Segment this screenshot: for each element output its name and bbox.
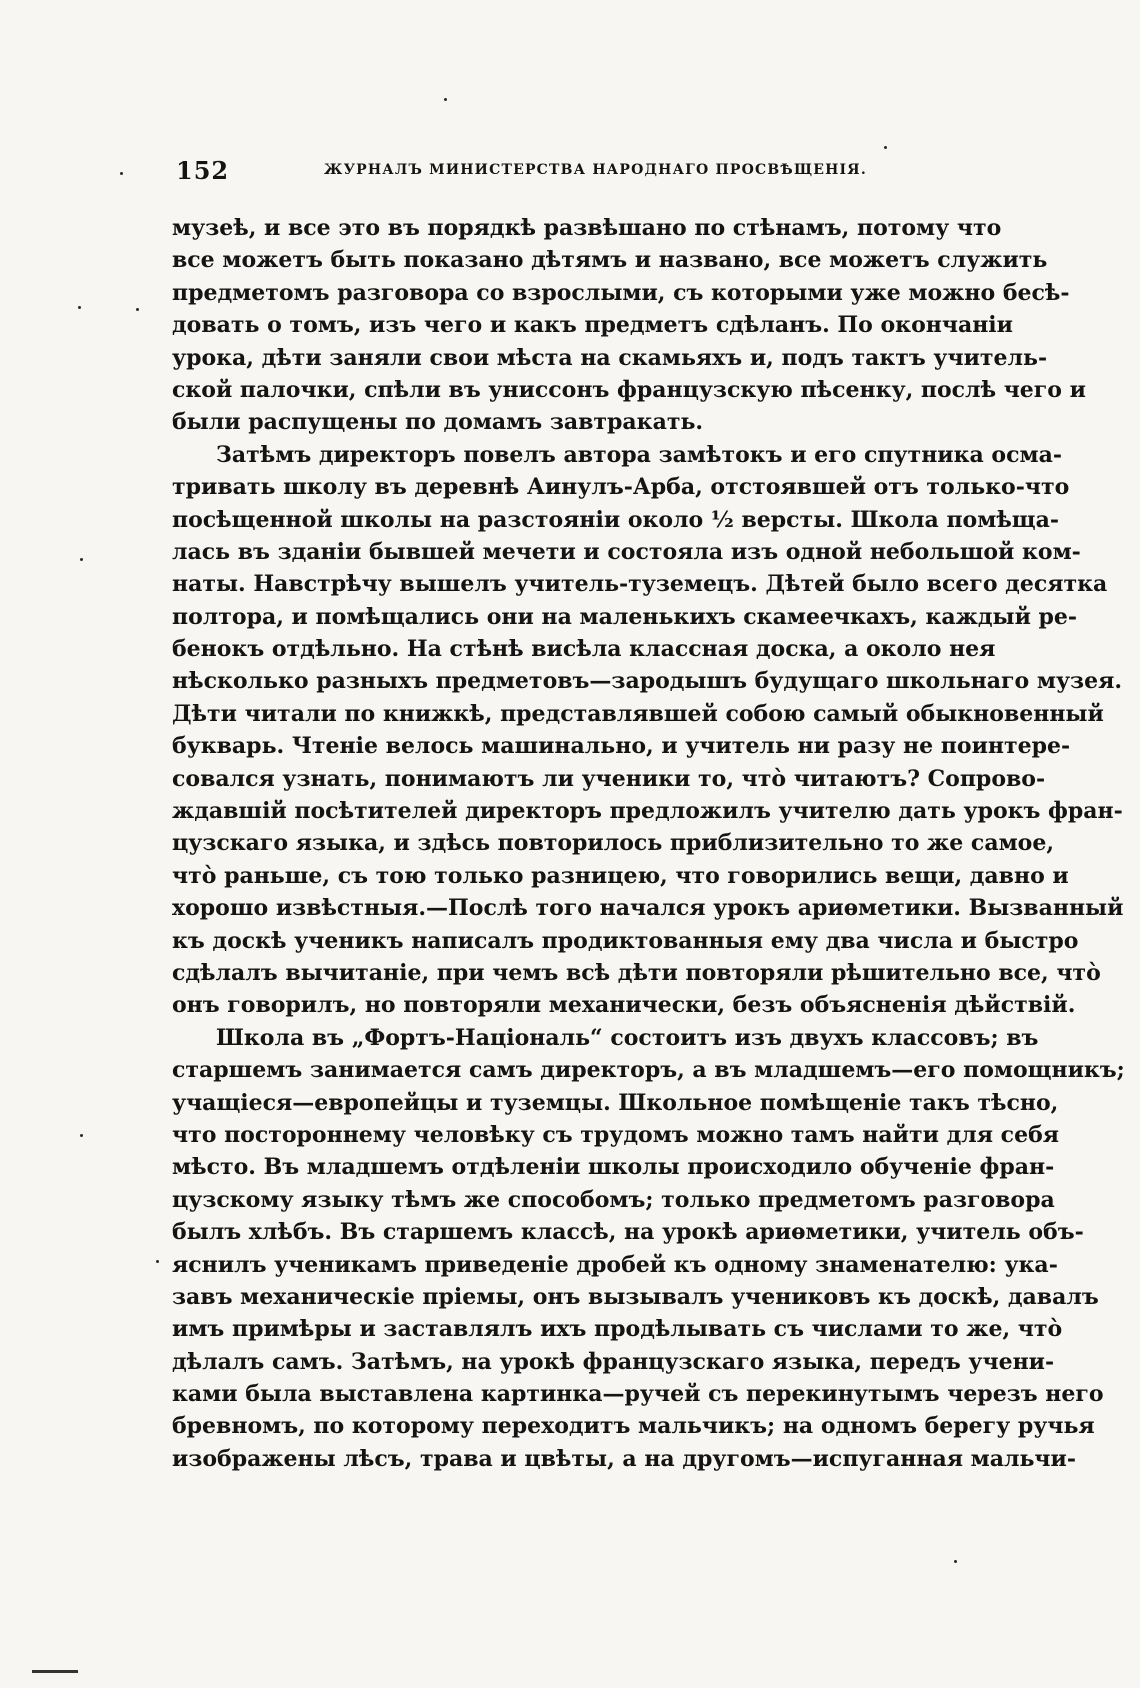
text-line: лась въ зданіи бывшей мечети и состояла изъ одной небольшой ком- bbox=[172, 538, 1081, 565]
text-line: были распущены по домамъ завтракать. bbox=[172, 409, 704, 436]
text-line: мѣсто. Въ младшемъ отдѣленіи школы происходило обученіе фран- bbox=[172, 1154, 1055, 1181]
text-line: старшемъ занимается самъ директоръ, а въ младшемъ—его помощникъ; bbox=[172, 1057, 1125, 1084]
scan-speck bbox=[80, 558, 83, 561]
text-line: что постороннему человѣку съ трудомъ можно тамъ найти для себя bbox=[172, 1121, 1059, 1148]
text-line: хорошо извѣстныя.—Послѣ того начался урокъ ариѳметики. Вызванный bbox=[172, 895, 1124, 922]
text-line: сдѣлалъ вычитаніе, при чемъ всѣ дѣти повторяли рѣшительно все, что̀ bbox=[172, 959, 1101, 986]
scan-speck bbox=[444, 98, 447, 101]
text-line: бревномъ, по которому переходитъ мальчикъ; на одномъ берегу ручья bbox=[172, 1413, 1095, 1440]
paragraph bbox=[172, 1022, 1125, 1475]
text-line: нѣсколько разныхъ предметовъ—зародышъ будущаго школьнаго музея. bbox=[172, 668, 1122, 695]
text-line: яснилъ ученикамъ приведеніе дробей къ одному знаменателю: ука- bbox=[172, 1251, 1058, 1278]
text-line: къ доскѣ ученикъ написалъ продиктованныя ему два числа и быстро bbox=[172, 927, 1079, 954]
text-line: изображены лѣсъ, трава и цвѣты, а на другомъ—испуганная мальчи- bbox=[172, 1445, 1076, 1472]
text-line: урока, дѣти заняли свои мѣста на скамьяхъ и, подъ тактъ учитель- bbox=[172, 344, 1048, 371]
text-line: Затѣмъ директоръ повелъ автора замѣтокъ и его спутника осма- bbox=[216, 441, 1062, 468]
text-line: ками была выставлена картинка—ручей съ перекинутымъ черезъ него bbox=[172, 1381, 1104, 1408]
text-line: ской палочки, спѣли въ униссонъ французскую пѣсенку, послѣ чего и bbox=[172, 376, 1086, 403]
text-line: Дѣти читали по книжкѣ, представлявшей собою самый обыкновенный bbox=[172, 700, 1104, 727]
text-line: цузскаго языка, и здѣсь повторилось приблизительно то же самое, bbox=[172, 830, 1055, 857]
scan-speck bbox=[80, 1134, 83, 1137]
text-line: предметомъ разговора со взрослыми, съ которыми уже можно бесѣ- bbox=[172, 279, 1070, 306]
text-line: дѣлалъ самъ. Затѣмъ, на урокѣ французскаго языка, передъ учени- bbox=[172, 1348, 1055, 1375]
text-line: тривать школу въ деревнѣ Аинулъ-Арба, отстоявшей отъ только-что bbox=[172, 474, 1070, 501]
scan-speck bbox=[120, 172, 123, 175]
text-line: завъ механическіе пріемы, онъ вызывалъ учениковъ къ доскѣ, давалъ bbox=[172, 1283, 1099, 1310]
paragraph bbox=[172, 212, 1086, 439]
paragraph bbox=[172, 439, 1124, 1022]
text-line: онъ говорилъ, но повторяли механически, безъ объясненія дѣйствій. bbox=[172, 992, 1076, 1019]
text-line: полтора, и помѣщались они на маленькихъ скамеечкахъ, каждый ре- bbox=[172, 603, 1078, 630]
page-number: 152 bbox=[176, 156, 230, 185]
body-text bbox=[172, 212, 1125, 1475]
text-line: музеѣ, и все это въ порядкѣ развѣшано по стѣнамъ, потому что bbox=[172, 215, 1002, 241]
text-line: былъ хлѣбъ. Въ старшемъ классѣ, на урокѣ ариѳметики, учитель объ- bbox=[172, 1219, 1084, 1246]
text-line: наты. Навстрѣчу вышелъ учитель-туземецъ. Дѣтей было всего десятка bbox=[172, 571, 1108, 598]
scan-speck bbox=[78, 306, 81, 309]
text-line: ждавшій посѣтителей директоръ предложилъ учителю дать урокъ фран- bbox=[172, 798, 1123, 825]
scan-edge-mark bbox=[32, 1670, 78, 1673]
text-line: что̀ раньше, съ тою только разницею, что говорились вещи, давно и bbox=[172, 862, 1069, 889]
scan-speck bbox=[136, 308, 139, 311]
text-line: букварь. Чтеніе велось машинально, и учитель ни разу не поинтере- bbox=[172, 733, 1071, 760]
text-line: имъ примѣры и заставлялъ ихъ продѣлывать съ числами то же, что̀ bbox=[172, 1316, 1063, 1343]
text-line: учащіеся—европейцы и туземцы. Школьное помѣщеніе такъ тѣсно, bbox=[172, 1089, 1059, 1116]
text-line: цузскому языку тѣмъ же способомъ; только предметомъ разговора bbox=[172, 1186, 1055, 1213]
scan-speck bbox=[884, 146, 887, 149]
scan-speck bbox=[156, 1260, 159, 1263]
text-line: совался узнать, понимаютъ ли ученики то, что̀ читаютъ? Сопрово- bbox=[172, 765, 1046, 792]
text-line: все можетъ быть показано дѣтямъ и названо, все можетъ служить bbox=[172, 247, 1048, 274]
text-line: посѣщенной школы на разстояніи около ½ версты. Школа помѣща- bbox=[172, 506, 1059, 533]
page-header bbox=[176, 152, 976, 192]
text-line: Школа въ „Фортъ-Національ“ состоитъ изъ двухъ классовъ; въ bbox=[216, 1024, 1039, 1051]
scan-speck bbox=[954, 1560, 957, 1563]
text-line: бенокъ отдѣльно. На стѣнѣ висѣла классная доска, а около нея bbox=[172, 636, 996, 663]
running-title: ЖУРНАЛЪ МИНИСТЕРСТВА НАРОДНАГО ПРОСВѢЩЕНІЯ. bbox=[324, 162, 867, 178]
text-line: довать о томъ, изъ чего и какъ предметъ сдѣланъ. По окончаніи bbox=[172, 312, 1013, 339]
